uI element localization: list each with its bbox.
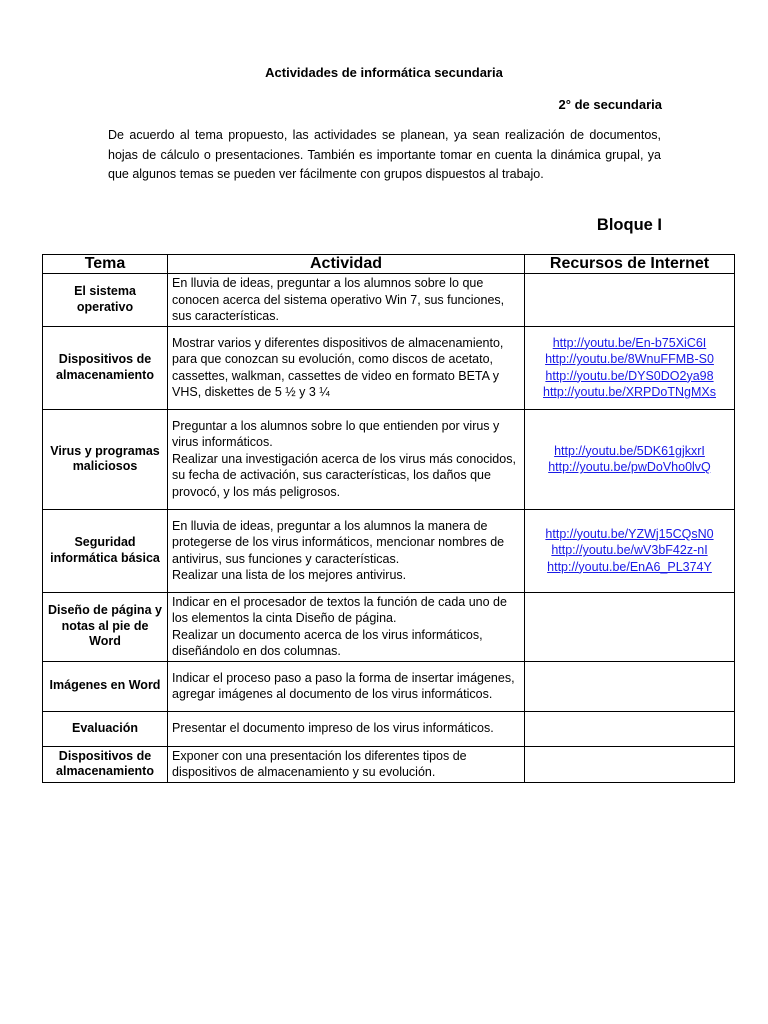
tema-cell: Virus y programas maliciosos xyxy=(43,409,168,509)
actividad-cell xyxy=(168,711,525,746)
actividad-text: En lluvia de ideas, preguntar a los alumnos la manera de protegerse de los virus informáticos, mencionar nombres de antivirus, sus funciones y características. xyxy=(172,518,505,566)
table-row xyxy=(43,746,735,782)
activities-table xyxy=(42,254,735,783)
actividad-text: Preguntar a los alumnos sobre lo que entienden por virus y virus informáticos. xyxy=(172,418,500,450)
header-tema: Tema xyxy=(43,255,168,274)
table-row xyxy=(43,711,735,746)
tema-cell: Seguridad informática básica xyxy=(43,509,168,592)
recursos-cell xyxy=(525,661,735,711)
recursos-cell xyxy=(525,711,735,746)
tema-cell: Dispositivos de almacenamiento xyxy=(43,326,168,409)
actividad-text: Realizar un documento acerca de los virus informáticos, diseñándolo en dos columnas. xyxy=(172,627,483,658)
resource-link[interactable]: http://youtu.be/5DK61gjkxrI xyxy=(554,443,705,458)
actividad-text: En lluvia de ideas, preguntar a los alumnos sobre lo que conocen acerca del sistema operativo Win 7, sus funciones, sus características. xyxy=(172,276,505,323)
recursos-cell xyxy=(525,746,735,782)
tema-cell: Imágenes en Word xyxy=(43,661,168,711)
header-recursos: Recursos de Internet xyxy=(525,255,735,274)
actividad-text: Indicar en el procesador de textos la función de cada uno de los elementos la cinta Diseño de página. xyxy=(172,594,507,625)
actividad-cell xyxy=(168,592,525,661)
actividad-cell xyxy=(168,409,525,509)
actividad-text: Realizar una investigación acerca de los virus más conocidos, su fecha de activación, sus características, los daños que provocó, y los más peligrosos. xyxy=(172,451,516,499)
actividad-cell xyxy=(168,509,525,592)
page-title: Actividades de informática secundaria xyxy=(265,65,503,80)
tema-cell: Evaluación xyxy=(43,711,168,746)
resource-link[interactable]: http://youtu.be/XRPDoTNgMXs xyxy=(543,385,716,399)
table-row xyxy=(43,592,735,661)
resource-link[interactable]: http://youtu.be/pwDoVho0lvQ xyxy=(548,460,711,474)
tema-cell: El sistema operativo xyxy=(43,274,168,327)
table-header-row xyxy=(43,255,735,274)
header-actividad: Actividad xyxy=(168,255,525,274)
resource-link[interactable]: http://youtu.be/EnA6_PL374Y xyxy=(547,559,712,574)
resource-link[interactable]: http://youtu.be/wV3bF42z-nI xyxy=(551,543,708,558)
actividad-text: Realizar una lista de los mejores antivirus. xyxy=(172,568,407,582)
tema-cell: Diseño de página y notas al pie de Word xyxy=(43,592,168,661)
table-row xyxy=(43,661,735,711)
recursos-cell xyxy=(525,509,735,592)
actividad-cell xyxy=(168,746,525,782)
grade-label: 2° de secundaria xyxy=(558,97,662,112)
resource-link[interactable]: http://youtu.be/8WnuFFMB-S0 xyxy=(545,352,714,366)
resource-link[interactable]: http://youtu.be/En-b75XiC6I xyxy=(552,335,707,350)
table-row xyxy=(43,509,735,592)
actividad-text: Mostrar varios y diferentes dispositivos de almacenamiento, para que conozcan su evolución, como discos de acetato, cassettes, walkman, cassettes de video en formato BETA y VHS, diskettes de 5 ½ y 3 ¼ xyxy=(172,335,504,399)
table-row xyxy=(43,409,735,509)
actividad-cell xyxy=(168,661,525,711)
resource-link[interactable]: http://youtu.be/DYS0DO2ya98 xyxy=(545,368,714,383)
recursos-cell xyxy=(525,592,735,661)
actividad-cell xyxy=(168,274,525,327)
actividad-text: Presentar el documento impreso de los virus informáticos. xyxy=(172,721,494,736)
actividad-text: Exponer con una presentación los diferentes tipos de dispositivos de almacenamiento y su evolución. xyxy=(172,748,467,779)
table-row xyxy=(43,326,735,409)
table-row xyxy=(43,274,735,327)
recursos-cell xyxy=(525,326,735,409)
resource-link[interactable]: http://youtu.be/YZWj15CQsN0 xyxy=(545,526,714,541)
tema-cell: Dispositivos de almacenamiento xyxy=(43,746,168,782)
recursos-cell xyxy=(525,409,735,509)
actividad-text: Indicar el proceso paso a paso la forma de insertar imágenes, agregar imágenes al documento de los virus informáticos. xyxy=(172,670,515,701)
recursos-cell xyxy=(525,274,735,327)
intro-paragraph: De acuerdo al tema propuesto, las actividades se planean, ya sean realización de documentos, hojas de cálculo o presentaciones. También es importante tomar en cuenta la dinámica grupal, ya que algunos temas se pueden ver fácilmente con grupos dispuestos al trabajo. xyxy=(108,128,661,181)
actividad-cell xyxy=(168,326,525,409)
block-title: Bloque I xyxy=(596,216,662,234)
